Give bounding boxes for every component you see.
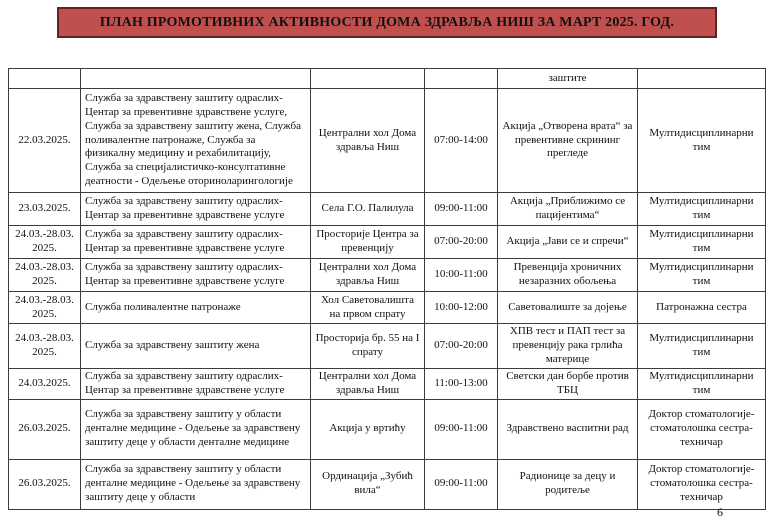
cell-team: Доктор стоматологије-стоматолошка сестра-техничар [638,459,766,509]
cell-team: Доктор стоматологије-стоматолошка сестра-техничар [638,399,766,459]
cell-team: Мултидисциплинарни тим [638,259,766,292]
activities-table [8,68,766,510]
table-row [9,399,766,459]
cell-activity: Здравствено васпитни рад [498,399,638,459]
cell-activity: Акција „Отворена врата“ за превентивне скрининг прегледе [498,89,638,193]
cell-service: Служба за здравствену заштиту у области денталне медицине - Одељење за здравствену заштиту деце у области денталне медицине [81,399,311,459]
cell-location: Централни хол Дома здравља Ниш [311,259,425,292]
activities-table-body [9,69,766,510]
cell-team: Мултидисциплинарни тим [638,226,766,259]
cell-date: 24.03.-28.03. 2025. [9,292,81,324]
cell-date: 24.03.2025. [9,368,81,399]
cell-service: Служба за здравствену заштиту одраслих-Центар за превентивне здравствене услуге [81,368,311,399]
table-row [9,324,766,369]
cell-location: Акција у вртићу [311,399,425,459]
table-row [9,193,766,226]
cell-date [9,69,81,89]
cell-time: 09:00-11:00 [425,399,498,459]
cell-team: Патронажна сестра [638,292,766,324]
cell-team [638,69,766,89]
cell-service: Служба за здравствену заштиту одраслих-Центар за превентивне здравствене услуге [81,193,311,226]
cell-date: 23.03.2025. [9,193,81,226]
cell-location [311,69,425,89]
cell-time: 07:00-20:00 [425,324,498,369]
cell-time: 07:00-20:00 [425,226,498,259]
table-row [9,459,766,509]
table-row [9,69,766,89]
cell-service: Служба за здравствену заштиту жена [81,324,311,369]
table-row [9,259,766,292]
cell-activity: Саветовалиште за дојење [498,292,638,324]
cell-time [425,69,498,89]
cell-activity: Светски дан борбе против ТБЦ [498,368,638,399]
cell-service: Служба за здравствену заштиту одраслих-Центар за превентивне здравствене услуге, Служба за здравствену заштиту жена, Служба поливалентне патронаже, Служба за физикалну медицину и рехабилитацију, Служба за специјалистичко-консултативне деатности - Одељење оториноларингологије [81,89,311,193]
cell-date: 24.03.-28.03. 2025. [9,259,81,292]
table-row [9,292,766,324]
cell-location: Централни хол Дома здравља Ниш [311,89,425,193]
cell-service [81,69,311,89]
cell-location: Хол Саветовалишта на првом спрату [311,292,425,324]
cell-team: Мултидисциплинарни тим [638,89,766,193]
table-row [9,89,766,193]
cell-activity: Акција „Јави се и спречи“ [498,226,638,259]
cell-service: Служба за здравствену заштиту у области денталне медицине - Одељење за здравствену заштиту деце у области [81,459,311,509]
page-number: 6 [717,505,723,519]
cell-location: Просторија бр. 55 на I спрату [311,324,425,369]
cell-time: 11:00-13:00 [425,368,498,399]
cell-team: Мултидисциплинарни тим [638,368,766,399]
cell-activity: Радионице за децу и родитеље [498,459,638,509]
table-row [9,368,766,399]
cell-activity: ХПВ тест и ПАП тест за превенцију рака грлића материце [498,324,638,369]
cell-time: 09:00-11:00 [425,193,498,226]
cell-date: 24.03.-28.03. 2025. [9,324,81,369]
cell-time: 10:00-11:00 [425,259,498,292]
cell-time: 10:00-12:00 [425,292,498,324]
cell-service: Служба за здравствену заштиту одраслих-Центар за превентивне здравствене услуге [81,226,311,259]
cell-date: 26.03.2025. [9,399,81,459]
cell-location: Просторије Центра за превенцију [311,226,425,259]
table-row [9,226,766,259]
cell-location: Централни хол Дома здравља Ниш [311,368,425,399]
cell-location: Ординација „Зубић вила“ [311,459,425,509]
cell-date: 22.03.2025. [9,89,81,193]
cell-service: Служба за здравствену заштиту одраслих-Центар за превентивне здравствене услуге [81,259,311,292]
cell-location: Села Г.О. Палилула [311,193,425,226]
cell-activity: Превенција хроничних незаразних обољења [498,259,638,292]
cell-team: Мултидисциплинарни тим [638,324,766,369]
cell-service: Служба поливалентне патронаже [81,292,311,324]
page-title: ПЛАН ПРОМОТИВНИХ АКТИВНОСТИ ДОМА ЗДРАВЉА НИШ ЗА МАРТ 2025. ГОД. [99,14,675,30]
cell-activity: заштите [498,69,638,89]
cell-activity: Акција „Приближимо се пацијентима“ [498,193,638,226]
cell-time: 09:00-11:00 [425,459,498,509]
cell-date: 26.03.2025. [9,459,81,509]
cell-date: 24.03.-28.03. 2025. [9,226,81,259]
cell-team: Мултидисциплинарни тим [638,193,766,226]
title-banner [57,7,717,38]
cell-time: 07:00-14:00 [425,89,498,193]
